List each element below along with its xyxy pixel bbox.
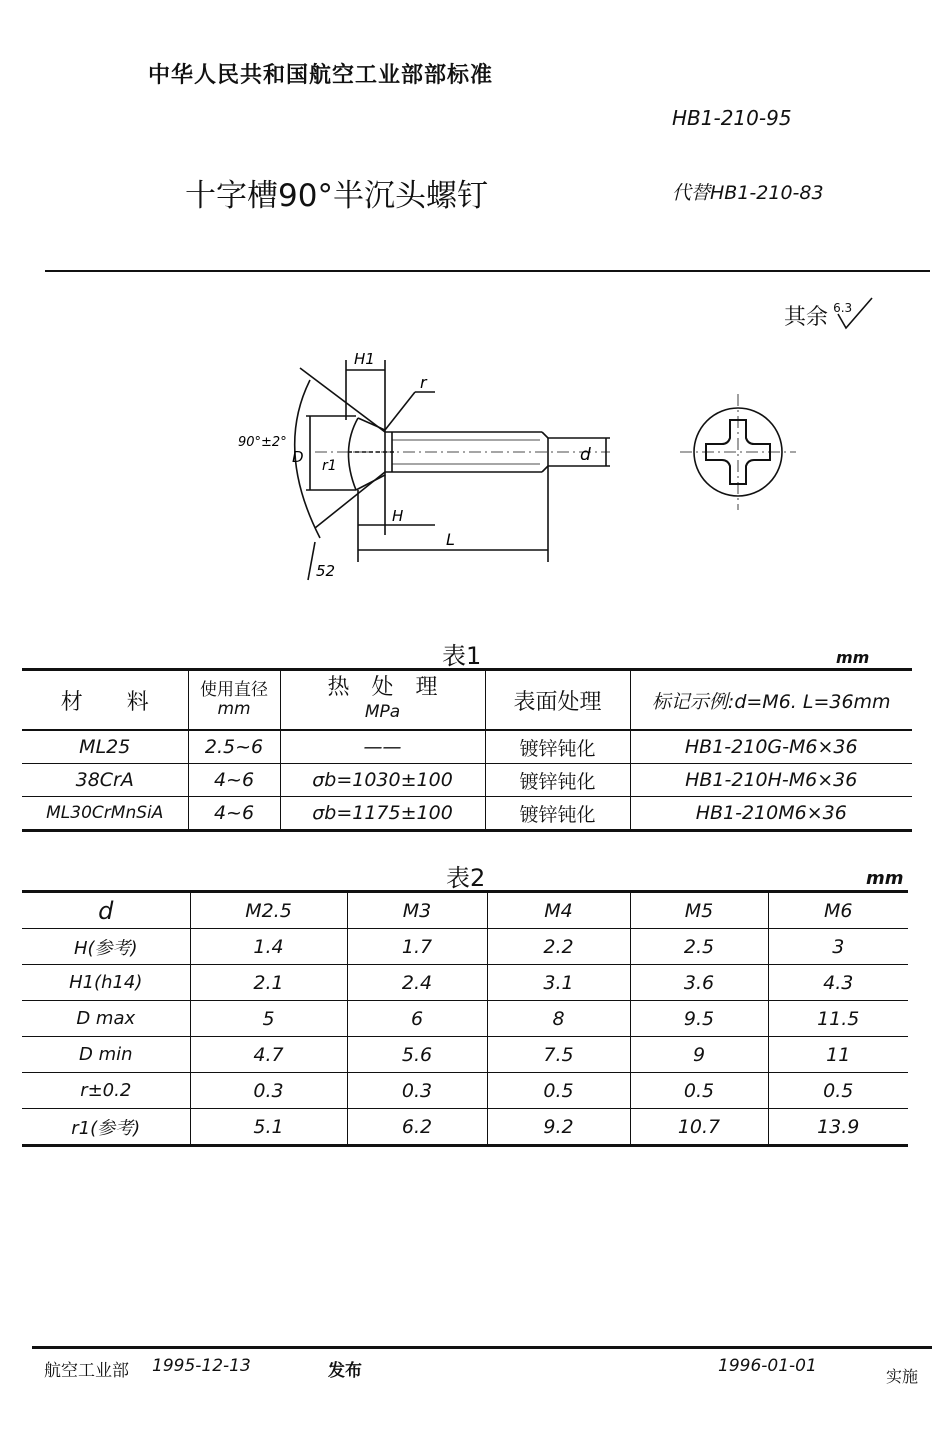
heat-label: 热 处 理	[327, 675, 438, 700]
label-D: D	[292, 448, 304, 466]
cell-value: 5.1	[190, 1109, 347, 1146]
cell-value: 9	[630, 1037, 768, 1073]
cell-value: 3	[768, 929, 908, 965]
table2	[22, 890, 908, 1147]
cell-surface: 镀锌钝化	[485, 764, 630, 797]
cell-material: ML30CrMnSiA	[22, 797, 188, 831]
label-H: H	[392, 507, 404, 525]
label-r: r	[420, 373, 427, 392]
table1-header-marking: 标记示例:d=M6. L=36mm	[630, 670, 912, 731]
header-divider	[45, 270, 930, 272]
cell-heat: ——	[280, 730, 485, 764]
footer-divider	[32, 1346, 932, 1349]
header-m4: M4	[487, 892, 630, 929]
row-label: D min	[22, 1037, 190, 1073]
table-row	[22, 764, 912, 797]
cell-value: 11.5	[768, 1001, 908, 1037]
cell-heat: σb=1030±100	[280, 764, 485, 797]
diameter-label: 使用直径	[200, 680, 268, 700]
row-label: D max	[22, 1001, 190, 1037]
cell-material: ML25	[22, 730, 188, 764]
cell-value: 1.4	[190, 929, 347, 965]
cell-value: 9.5	[630, 1001, 768, 1037]
roughness-symbol-icon	[836, 296, 876, 336]
table2-caption: 表2	[446, 864, 486, 892]
cell-value: 8	[487, 1001, 630, 1037]
cell-value: 0.5	[630, 1073, 768, 1109]
standard-number: HB1-210-95	[672, 106, 792, 130]
diameter-unit: mm	[217, 699, 251, 719]
cell-value: 3.6	[630, 965, 768, 1001]
label-d: d	[580, 445, 591, 465]
cell-value: 0.3	[190, 1073, 347, 1109]
cell-value: 5	[190, 1001, 347, 1037]
header-m3: M3	[347, 892, 487, 929]
cell-marking: HB1-210G-M6×36	[630, 730, 912, 764]
header-d: d	[22, 892, 190, 929]
organization-heading: 中华人民共和国航空工业部部标准	[148, 63, 494, 88]
table1-header-row	[22, 670, 912, 731]
table-row	[22, 1073, 908, 1109]
table-row	[22, 730, 912, 764]
cell-marking: HB1-210M6×36	[630, 797, 912, 831]
table1-unit: mm	[836, 648, 870, 667]
cell-value: 2.2	[487, 929, 630, 965]
footer-issue-word: 发布	[328, 1361, 362, 1381]
cell-value: 0.5	[768, 1073, 908, 1109]
cell-value: 7.5	[487, 1037, 630, 1073]
roughness-label: 其余	[784, 305, 829, 330]
cell-diameter: 4~6	[188, 764, 280, 797]
cell-value: 4.3	[768, 965, 908, 1001]
cell-value: 0.5	[487, 1073, 630, 1109]
document-title: 十字槽90°半沉头螺钉	[185, 178, 488, 214]
table-row	[22, 929, 908, 965]
table1-header-material: 材 料	[22, 670, 188, 731]
table2-header-row	[22, 892, 908, 929]
roughness-value: 6.3	[833, 301, 853, 315]
table-row	[22, 1001, 908, 1037]
heat-unit: MPa	[364, 702, 401, 722]
footer-issuer: 航空工业部	[44, 1361, 129, 1381]
table1-header-surface: 表面处理	[485, 670, 630, 731]
cell-value: 1.7	[347, 929, 487, 965]
cell-marking: HB1-210H-M6×36	[630, 764, 912, 797]
table1-header-heat	[280, 670, 485, 731]
header-m5: M5	[630, 892, 768, 929]
label-L: L	[446, 530, 455, 549]
footer-effective-date: 1996-01-01	[718, 1356, 817, 1376]
cell-value: 2.1	[190, 965, 347, 1001]
row-label: r±0.2	[22, 1073, 190, 1109]
cell-value: 10.7	[630, 1109, 768, 1146]
cell-value: 5.6	[347, 1037, 487, 1073]
cell-heat: σb=1175±100	[280, 797, 485, 831]
table-row	[22, 1109, 908, 1146]
cell-value: 13.9	[768, 1109, 908, 1146]
header-m2-5: M2.5	[190, 892, 347, 929]
screw-drawing	[220, 340, 920, 590]
label-s2: 52	[316, 562, 336, 580]
table1-caption: 表1	[442, 642, 482, 670]
footer-effective-word: 实施	[886, 1367, 919, 1386]
table2-unit: mm	[866, 868, 904, 889]
label-r1: r1	[322, 458, 337, 474]
row-label: H(参考)	[22, 929, 190, 965]
label-h1: H1	[354, 350, 375, 368]
row-label: H1(h14)	[22, 965, 190, 1001]
table1-header-diameter	[188, 670, 280, 731]
table-row	[22, 797, 912, 831]
cell-value: 9.2	[487, 1109, 630, 1146]
cell-surface: 镀锌钝化	[485, 730, 630, 764]
cell-value: 4.7	[190, 1037, 347, 1073]
header-m6: M6	[768, 892, 908, 929]
replaces-note: 代替HB1-210-83	[672, 182, 824, 204]
cell-value: 0.3	[347, 1073, 487, 1109]
table-row	[22, 1037, 908, 1073]
footer-issue-date: 1995-12-13	[152, 1356, 251, 1376]
cell-value: 6.2	[347, 1109, 487, 1146]
cell-value: 2.4	[347, 965, 487, 1001]
cell-diameter: 2.5~6	[188, 730, 280, 764]
cell-value: 2.5	[630, 929, 768, 965]
label-angle: 90°±2°	[238, 435, 287, 450]
cell-material: 38CrA	[22, 764, 188, 797]
table-row	[22, 965, 908, 1001]
row-label: r1(参考)	[22, 1109, 190, 1146]
cell-value: 11	[768, 1037, 908, 1073]
cell-value: 3.1	[487, 965, 630, 1001]
cell-surface: 镀锌钝化	[485, 797, 630, 831]
cell-value: 6	[347, 1001, 487, 1037]
table1	[22, 668, 912, 832]
cell-diameter: 4~6	[188, 797, 280, 831]
